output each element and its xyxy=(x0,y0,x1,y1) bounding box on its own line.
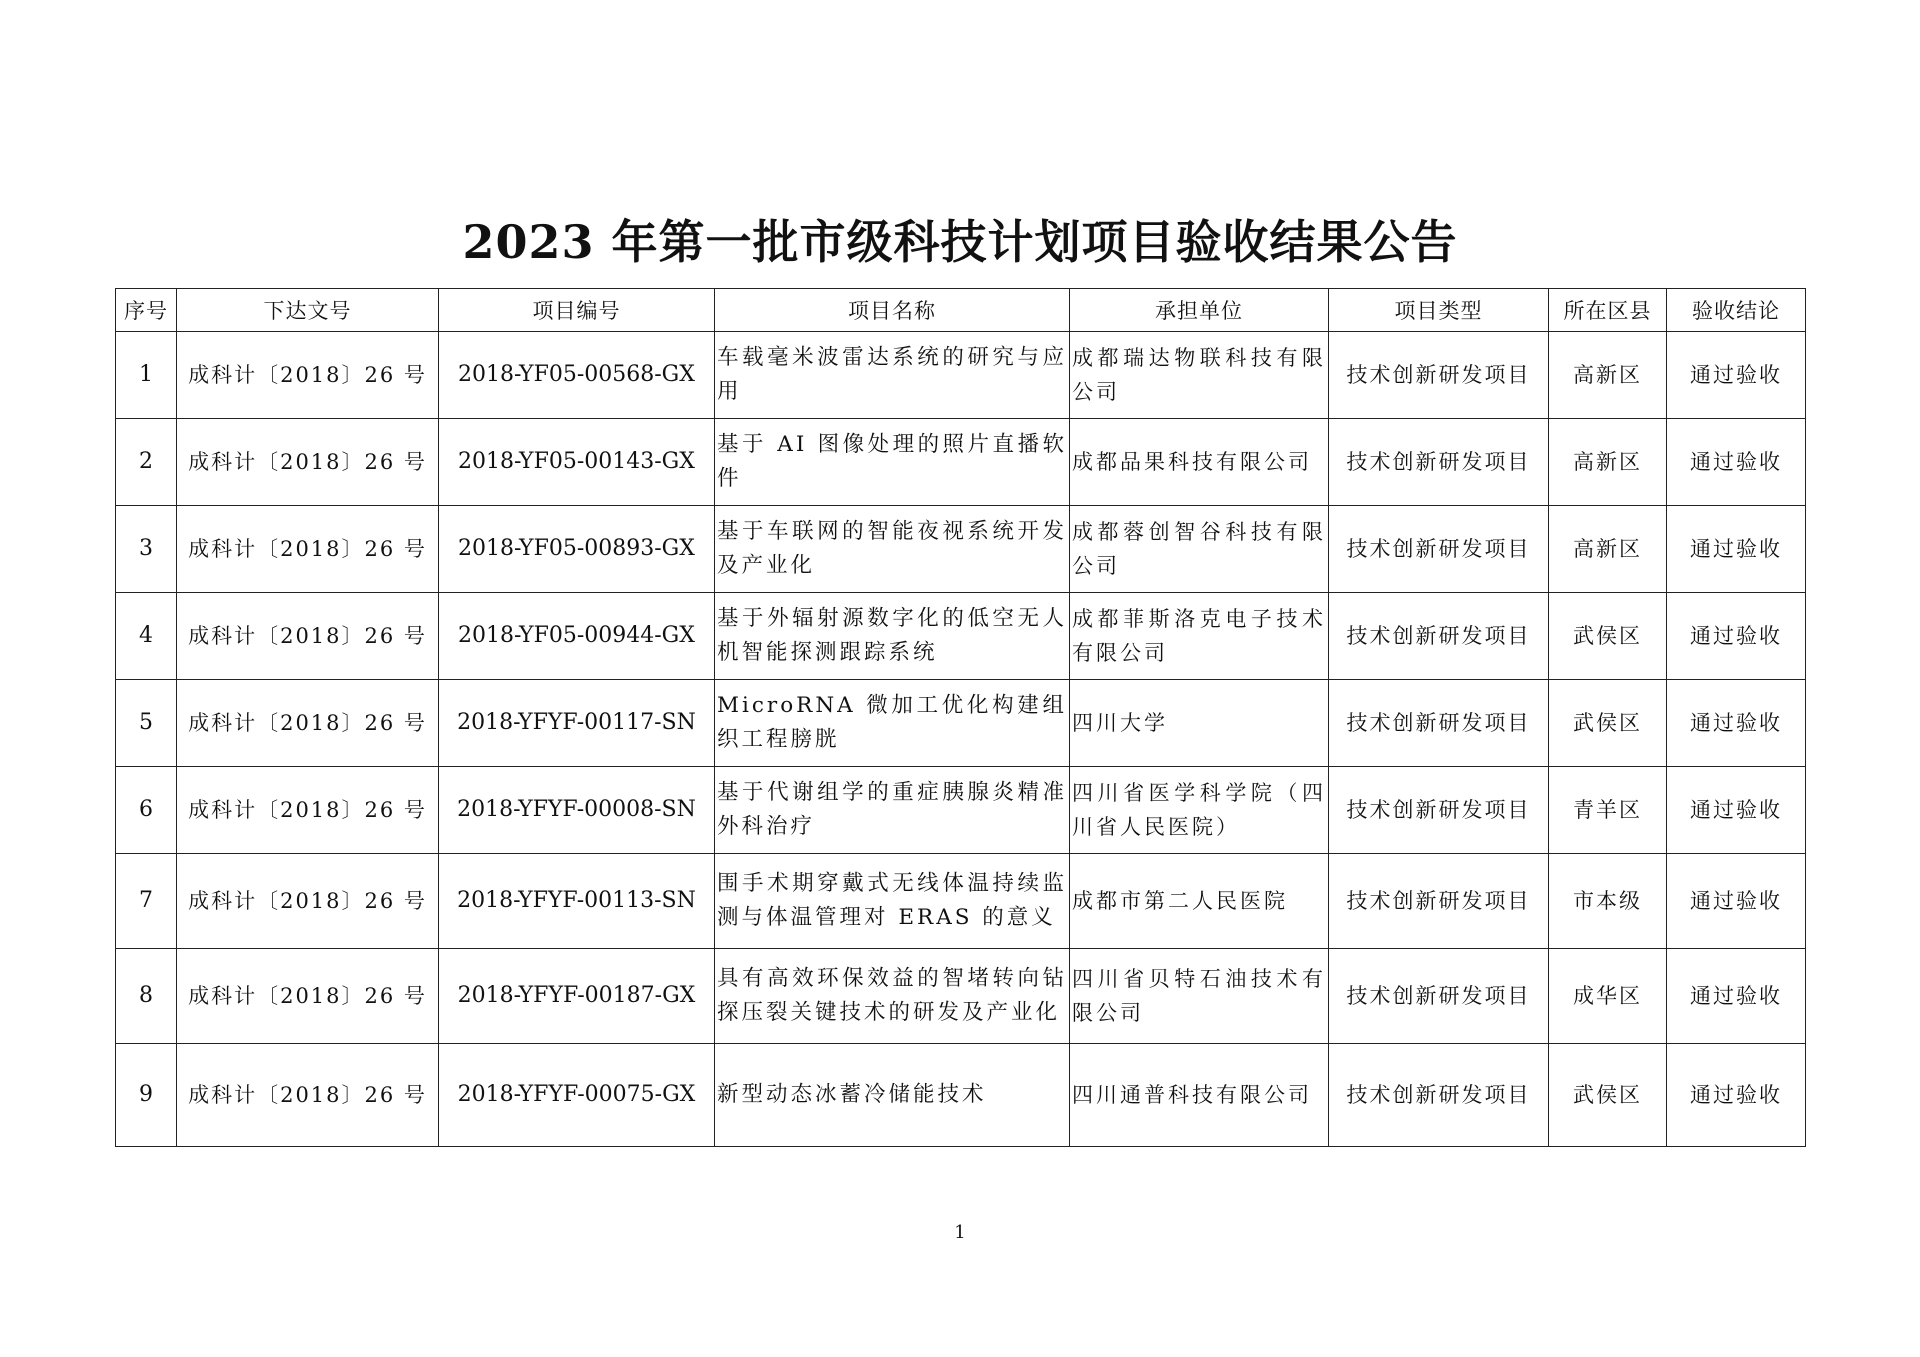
cell-unit: 成都市第二人民医院 xyxy=(1070,854,1329,949)
page-number: 1 xyxy=(954,1222,966,1243)
cell-code: 2018-YF05-00568-GX xyxy=(439,332,715,419)
results-table xyxy=(115,288,1806,1147)
cell-no: 1 xyxy=(116,332,177,419)
cell-code: 2018-YFYF-00187-GX xyxy=(439,949,715,1044)
table-row xyxy=(116,680,1806,767)
cell-doc: 成科计〔2018〕26 号 xyxy=(177,506,439,593)
cell-doc: 成科计〔2018〕26 号 xyxy=(177,854,439,949)
cell-code: 2018-YF05-00143-GX xyxy=(439,419,715,506)
cell-code: 2018-YFYF-00117-SN xyxy=(439,680,715,767)
cell-name: 车载毫米波雷达系统的研究与应用 xyxy=(715,332,1070,419)
cell-unit: 成都品果科技有限公司 xyxy=(1070,419,1329,506)
table-row xyxy=(116,332,1806,419)
cell-conclusion: 通过验收 xyxy=(1667,949,1806,1044)
cell-type: 技术创新研发项目 xyxy=(1329,854,1549,949)
cell-no: 5 xyxy=(116,680,177,767)
cell-conclusion: 通过验收 xyxy=(1667,593,1806,680)
cell-name: 围手术期穿戴式无线体温持续监测与体温管理对 ERAS 的意义 xyxy=(715,854,1070,949)
cell-district: 市本级 xyxy=(1549,854,1667,949)
header-no: 序号 xyxy=(116,289,177,332)
header-conclusion: 验收结论 xyxy=(1667,289,1806,332)
cell-type: 技术创新研发项目 xyxy=(1329,949,1549,1044)
cell-doc: 成科计〔2018〕26 号 xyxy=(177,332,439,419)
cell-unit: 成都菲斯洛克电子技术有限公司 xyxy=(1070,593,1329,680)
cell-no: 9 xyxy=(116,1044,177,1147)
cell-doc: 成科计〔2018〕26 号 xyxy=(177,593,439,680)
table-header-row xyxy=(116,289,1806,332)
cell-district: 高新区 xyxy=(1549,332,1667,419)
table-row xyxy=(116,593,1806,680)
cell-type: 技术创新研发项目 xyxy=(1329,1044,1549,1147)
cell-conclusion: 通过验收 xyxy=(1667,419,1806,506)
cell-conclusion: 通过验收 xyxy=(1667,332,1806,419)
cell-name: 具有高效环保效益的智堵转向钻探压裂关键技术的研发及产业化 xyxy=(715,949,1070,1044)
cell-doc: 成科计〔2018〕26 号 xyxy=(177,419,439,506)
cell-name: 基于外辐射源数字化的低空无人机智能探测跟踪系统 xyxy=(715,593,1070,680)
header-code: 项目编号 xyxy=(439,289,715,332)
cell-name: 新型动态冰蓄冷储能技术 xyxy=(715,1044,1070,1147)
header-doc: 下达文号 xyxy=(177,289,439,332)
cell-conclusion: 通过验收 xyxy=(1667,506,1806,593)
cell-conclusion: 通过验收 xyxy=(1667,1044,1806,1147)
cell-doc: 成科计〔2018〕26 号 xyxy=(177,1044,439,1147)
cell-unit: 四川大学 xyxy=(1070,680,1329,767)
cell-type: 技术创新研发项目 xyxy=(1329,506,1549,593)
cell-district: 高新区 xyxy=(1549,419,1667,506)
cell-code: 2018-YF05-00944-GX xyxy=(439,593,715,680)
cell-conclusion: 通过验收 xyxy=(1667,854,1806,949)
cell-type: 技术创新研发项目 xyxy=(1329,593,1549,680)
cell-name: 基于 AI 图像处理的照片直播软件 xyxy=(715,419,1070,506)
cell-doc: 成科计〔2018〕26 号 xyxy=(177,767,439,854)
cell-no: 3 xyxy=(116,506,177,593)
cell-name: MicroRNA 微加工优化构建组织工程膀胱 xyxy=(715,680,1070,767)
cell-district: 武侯区 xyxy=(1549,680,1667,767)
cell-type: 技术创新研发项目 xyxy=(1329,767,1549,854)
cell-district: 青羊区 xyxy=(1549,767,1667,854)
cell-type: 技术创新研发项目 xyxy=(1329,332,1549,419)
cell-no: 8 xyxy=(116,949,177,1044)
table-row xyxy=(116,419,1806,506)
cell-code: 2018-YFYF-00113-SN xyxy=(439,854,715,949)
cell-unit: 成都瑞达物联科技有限公司 xyxy=(1070,332,1329,419)
cell-name: 基于代谢组学的重症胰腺炎精准外科治疗 xyxy=(715,767,1070,854)
cell-no: 4 xyxy=(116,593,177,680)
cell-code: 2018-YFYF-00008-SN xyxy=(439,767,715,854)
header-unit: 承担单位 xyxy=(1070,289,1329,332)
cell-unit: 成都蓉创智谷科技有限公司 xyxy=(1070,506,1329,593)
header-district: 所在区县 xyxy=(1549,289,1667,332)
table-row xyxy=(116,854,1806,949)
cell-code: 2018-YF05-00893-GX xyxy=(439,506,715,593)
cell-name: 基于车联网的智能夜视系统开发及产业化 xyxy=(715,506,1070,593)
header-name: 项目名称 xyxy=(715,289,1070,332)
cell-district: 武侯区 xyxy=(1549,593,1667,680)
cell-type: 技术创新研发项目 xyxy=(1329,419,1549,506)
table-row xyxy=(116,506,1806,593)
cell-district: 武侯区 xyxy=(1549,1044,1667,1147)
table-row xyxy=(116,767,1806,854)
cell-no: 7 xyxy=(116,854,177,949)
page-title: 2023 年第一批市级科技计划项目验收结果公告 xyxy=(462,215,1458,269)
cell-unit: 四川通普科技有限公司 xyxy=(1070,1044,1329,1147)
cell-doc: 成科计〔2018〕26 号 xyxy=(177,949,439,1044)
cell-no: 2 xyxy=(116,419,177,506)
cell-district: 成华区 xyxy=(1549,949,1667,1044)
table-row xyxy=(116,949,1806,1044)
cell-conclusion: 通过验收 xyxy=(1667,680,1806,767)
cell-no: 6 xyxy=(116,767,177,854)
cell-conclusion: 通过验收 xyxy=(1667,767,1806,854)
cell-district: 高新区 xyxy=(1549,506,1667,593)
header-type: 项目类型 xyxy=(1329,289,1549,332)
cell-type: 技术创新研发项目 xyxy=(1329,680,1549,767)
table-row xyxy=(116,1044,1806,1147)
cell-unit: 四川省贝特石油技术有限公司 xyxy=(1070,949,1329,1044)
cell-doc: 成科计〔2018〕26 号 xyxy=(177,680,439,767)
cell-unit: 四川省医学科学院（四川省人民医院） xyxy=(1070,767,1329,854)
cell-code: 2018-YFYF-00075-GX xyxy=(439,1044,715,1147)
